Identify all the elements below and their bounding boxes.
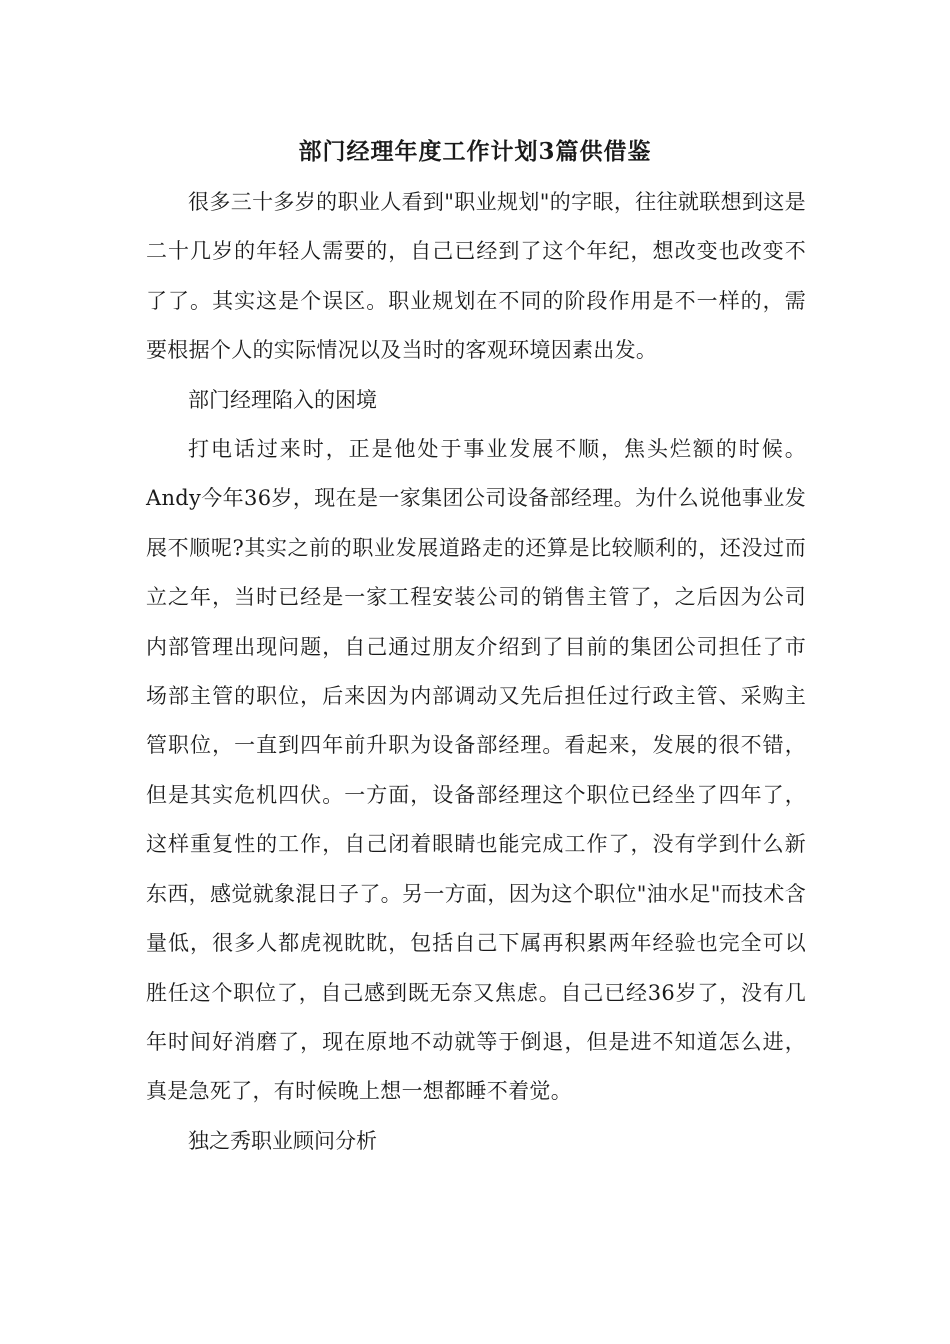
document-title: 部门经理年度工作计划3篇供借鉴 (298, 138, 652, 165)
document-body (146, 178, 806, 1166)
section-heading-dilemma: 部门经理陷入的困境 (188, 387, 377, 412)
dilemma-paragraph: 打电话过来时，正是他处于事业发展不顺，焦头烂额的时候。Andy今年36岁，现在是一家集团公司设备部经理。为什么说他事业发展不顺呢?其实之前的职业发展道路走的还算是比较顺利的，还没过而立之年，当时已经是一家工程安装公司的销售主管了，之后因为公司内部管理出现问题，自己通过朋友介绍到了目前的集团公司担任了市场部主管的职位，后来因为内部调动又先后担任过行政主管、采购主管职位，一直到四年前升职为设备部经理。看起来，发展的很不错，但是其实危机四伏。一方面，设备部经理这个职位已经坐了四年了，这样重复性的工作，自己闭着眼睛也能完成工作了，没有学到什么新东西，感觉就象混日子了。另一方面，因为这个职位"油水足"而技术含量低，很多人都虎视眈眈，包括自己下属再积累两年经验也完全可以胜任这个职位了，自己感到既无奈又焦虑。自己已经36岁了，没有几年时间好消磨了，现在原地不动就等于倒退，但是进不知道怎么进，真是急死了，有时候晚上想一想都睡不着觉。 (146, 437, 806, 1104)
section-heading-analysis: 独之秀职业顾问分析 (188, 1128, 377, 1153)
intro-paragraph: 很多三十多岁的职业人看到"职业规划"的字眼，往往就联想到这是二十几岁的年轻人需要的，自己已经到了这个年纪，想改变也改变不了了。其实这是个误区。职业规划在不同的阶段作用是不一样的，需要根据个人的实际情况以及当时的客观环境因素出发。 (146, 190, 806, 363)
